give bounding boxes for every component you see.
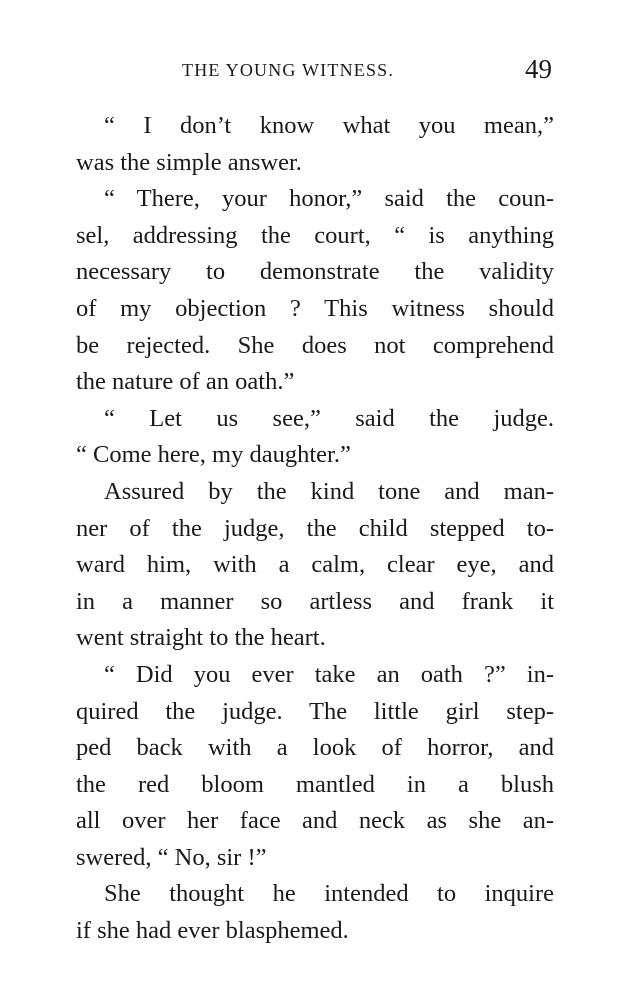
text-line: ped back with a look of horror, and bbox=[76, 734, 554, 762]
text-line: ward him, with a calm, clear eye, and bbox=[76, 551, 554, 579]
text-line: the nature of an oath.” bbox=[76, 368, 295, 396]
text-line: She thought he intended to inquire bbox=[104, 880, 554, 908]
text-line: the red bloom mantled in a blush bbox=[76, 770, 554, 798]
body-text bbox=[76, 108, 554, 950]
text-line: swered, “ No, sir !” bbox=[76, 843, 267, 871]
text-line: Assured by the kind tone and man- bbox=[104, 477, 554, 505]
text-line: necessary to demonstrate the validity bbox=[76, 258, 554, 286]
running-head bbox=[76, 54, 554, 90]
text-line: ner of the judge, the child stepped to- bbox=[76, 514, 554, 542]
running-title: THE YOUNG WITNESS. bbox=[182, 60, 395, 80]
text-line: sel, addressing the court, “ is anything bbox=[76, 221, 554, 249]
page-number: 49 bbox=[525, 54, 552, 84]
text-line: “ I don’t know what you mean,” bbox=[104, 112, 554, 139]
text-line: if she had ever blasphemed. bbox=[76, 917, 349, 945]
text-line: was the simple answer. bbox=[76, 148, 302, 176]
text-line: “ Did you ever take an oath ?” in- bbox=[104, 660, 554, 688]
text-line: went straight to the heart. bbox=[76, 624, 326, 652]
text-line: be rejected. She does not comprehend bbox=[76, 331, 554, 359]
text-line: all over her face and neck as she an- bbox=[76, 807, 554, 835]
text-line: in a manner so artless and frank it bbox=[76, 587, 554, 615]
text-line: “ Come here, my daughter.” bbox=[76, 441, 351, 469]
text-line: quired the judge. The little girl step- bbox=[76, 697, 554, 725]
text-line: of my objection ? This witness should bbox=[76, 294, 554, 322]
text-line: “ There, your honor,” said the coun- bbox=[104, 185, 554, 213]
text-line: “ Let us see,” said the judge. bbox=[104, 404, 554, 432]
